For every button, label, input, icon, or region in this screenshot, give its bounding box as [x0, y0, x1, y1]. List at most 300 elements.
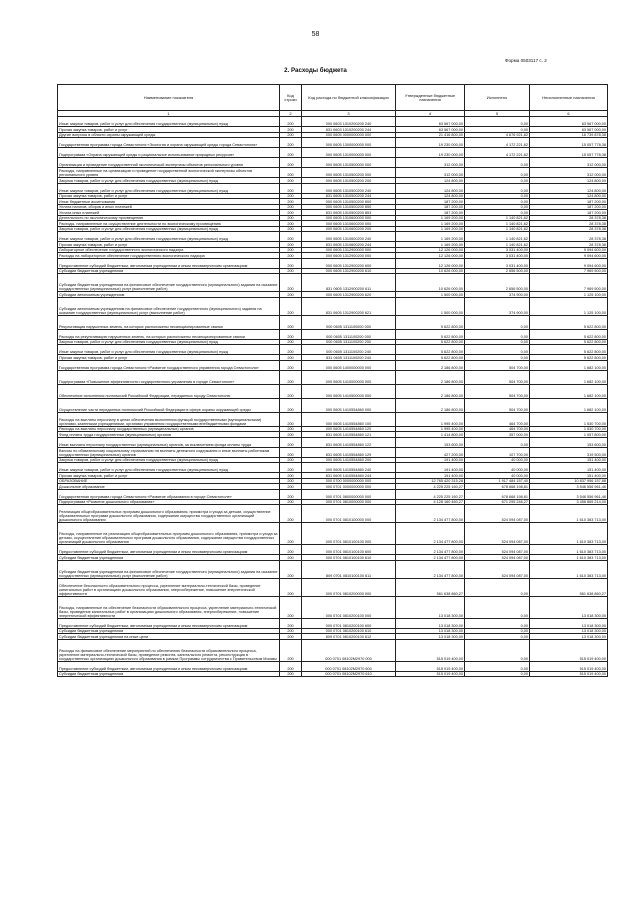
- row-executed: 0,00: [465, 671, 530, 677]
- table-row: [58, 158, 608, 168]
- row-code: 000 0605 1310500200 850: [302, 204, 396, 210]
- row-executed: 0,00: [465, 596, 530, 618]
- row-name: Уплата иных платежей: [58, 210, 280, 216]
- row-code: 000 0605 1310500000 000: [302, 158, 396, 168]
- row-approved: 1 169 200,00: [396, 221, 465, 227]
- row-code: 000 0605 1310500200 000: [302, 168, 396, 178]
- row-name: Осуществление части переданных полномочий Российской Федерации в сфере охраны окружающей среды: [58, 398, 280, 412]
- row-line: 200: [280, 505, 302, 523]
- table-row: [58, 671, 608, 677]
- row-approved: 1 414 800,00: [396, 432, 465, 438]
- row-remaining: 124 800,00: [530, 178, 608, 184]
- row-line: 200: [280, 268, 302, 274]
- row-approved: 10 626 000,00: [396, 274, 465, 292]
- row-remaining: 124 800,00: [530, 183, 608, 193]
- row-executed: 374 900,00: [465, 297, 530, 315]
- table-row: [58, 232, 608, 242]
- row-code: 831 0605 1312900200 611: [302, 274, 396, 292]
- row-executed: 504 700,00: [465, 370, 530, 384]
- row-approved: 124 800,00: [396, 183, 465, 193]
- row-executed: 1 917 484 157,40: [465, 478, 530, 484]
- row-remaining: 63 567 000,00: [530, 127, 608, 133]
- row-approved: 1 169 200,00: [396, 232, 465, 242]
- row-code: 000 0701 0800000000 000: [302, 489, 396, 499]
- row-approved: 153 600,00: [396, 437, 465, 447]
- row-code: 000 0605 1410554860 100: [302, 412, 396, 426]
- row-name: Другие вопросы в области охраны окружающей среды: [58, 132, 280, 138]
- row-code: 000 0605 1312900000 000: [302, 247, 396, 253]
- row-approved: 191 400,00: [396, 457, 465, 463]
- row-approved: 2 134 477 800,00: [396, 505, 465, 523]
- row-remaining: 3 546 556 961,46: [530, 489, 608, 499]
- row-name: Расходы, направленные на обеспечение безопасности образовательного процесса, укрепление материально-технической базы, проведение капитальных работ в организациях дошкольного образования, энергосбережение, повышение энергетической эффективности: [58, 596, 280, 618]
- row-line: 200: [280, 398, 302, 412]
- row-executed: 0,00: [465, 355, 530, 361]
- row-code: 000 0701 0810200100 610: [302, 628, 396, 634]
- row-line: 200: [280, 478, 302, 484]
- row-line: 200: [280, 432, 302, 438]
- row-remaining: 3 456 865 214,00: [530, 499, 608, 505]
- row-approved: 2 186 800,00: [396, 384, 465, 398]
- table-row: [58, 384, 608, 398]
- row-name: Уплата налогов, сборов и иных платежей: [58, 204, 280, 210]
- table-header-row: [58, 85, 608, 111]
- row-line: 200: [280, 297, 302, 315]
- row-remaining: 1 682 100,00: [530, 360, 608, 370]
- row-line: 200: [280, 292, 302, 298]
- row-remaining: 187 200,00: [530, 210, 608, 216]
- table-row: [58, 258, 608, 268]
- row-name: Иные выплаты персоналу государственных (муниципальных) органов, за исключением фонда оплаты труда: [58, 437, 280, 447]
- row-name: Прочая закупка товаров, работ и услуг: [58, 473, 280, 479]
- row-line: 200: [280, 183, 302, 193]
- row-line: 200: [280, 232, 302, 242]
- row-code: 809 0701 0810100100 611: [302, 560, 396, 578]
- row-executed: 671 295 246,27: [465, 499, 530, 505]
- row-line: 200: [280, 199, 302, 205]
- row-executed: 0,00: [465, 661, 530, 671]
- row-approved: 187 200,00: [396, 204, 465, 210]
- row-remaining: 3 546 556 961,46: [530, 484, 608, 490]
- row-executed: 678 668 198,81: [465, 484, 530, 490]
- row-line: 200: [280, 596, 302, 618]
- row-code: 000 0605 1310000000 000: [302, 148, 396, 158]
- table-row: [58, 148, 608, 158]
- row-executed: 0,00: [465, 168, 530, 178]
- row-executed: 464 700,00: [465, 426, 530, 432]
- row-name: Рекультивация нарушенных земель, на которых расположены несанкционированные свалки: [58, 315, 280, 329]
- row-approved: 1 169 200,00: [396, 242, 465, 248]
- row-name: Расходы на финансовое обеспечение мероприятий по обеспечению безопасности образовательного процесса, укрепление материально-технической базы, проведение ремонта, капитального ремонта, реконструкция в государственных организациях дошкольного образования в рамках Программы сотрудничества с Правительством Москвы: [58, 639, 280, 661]
- row-remaining: 1 530 700,00: [530, 412, 608, 426]
- row-approved: 2 134 477 800,00: [396, 523, 465, 545]
- row-approved: 187 200,00: [396, 199, 465, 205]
- row-remaining: 312 000,00: [530, 168, 608, 178]
- table-row: [58, 463, 608, 473]
- row-approved: 187 200,00: [396, 210, 465, 216]
- row-name: Расходы на выплаты персоналу в целях обеспечения выполнения функций государственными (муниципальными) органами, казенными учреждениями, органами управления государственными внебюджетными фондами: [58, 412, 280, 426]
- row-approved: 63 567 000,00: [396, 127, 465, 133]
- row-line: 200: [280, 618, 302, 628]
- row-line: 200: [280, 117, 302, 127]
- table-row: [58, 505, 608, 523]
- row-line: 200: [280, 560, 302, 578]
- table-row: [58, 339, 608, 345]
- row-name: Предоставление субсидий бюджетным, автономным учреждениям и иным некоммерческим организациям: [58, 661, 280, 671]
- row-name: Субсидии бюджетным учреждениям на финансовое обеспечение государственного (муниципального) задания на оказание государственных (муниципальных) услуг (выполнение работ): [58, 274, 280, 292]
- row-executed: 0,00: [465, 127, 530, 133]
- row-line: 200: [280, 463, 302, 473]
- table-row: [58, 596, 608, 618]
- row-name: Государственная программа города Севастополя «Развитие образования в городе Севастополе»: [58, 489, 280, 499]
- row-line: 200: [280, 412, 302, 426]
- header-approved: Утвержденные бюджетные назначения: [396, 85, 465, 111]
- row-code: 000 0605 1310600200 000: [302, 221, 396, 227]
- table-row: [58, 178, 608, 184]
- row-remaining: 28 378,38: [530, 221, 608, 227]
- row-remaining: 13 018 300,00: [530, 634, 608, 640]
- row-approved: 1 995 400,00: [396, 426, 465, 432]
- row-code: 000 0605 1312900200 620: [302, 292, 396, 298]
- row-name: Реализация общеобразовательных программ дошкольного образования, присмотра и ухода за детьми, осуществление образовательных программ дошкольного образования, содержание имущества государственных организаций дошкольного образования: [58, 505, 280, 523]
- table-row: [58, 412, 608, 426]
- row-line: 200: [280, 247, 302, 253]
- row-remaining: 1 610 383 713,00: [530, 560, 608, 578]
- table-row: [58, 315, 608, 329]
- row-approved: 191 400,00: [396, 473, 465, 479]
- row-line: 200: [280, 499, 302, 505]
- row-remaining: 28 378,38: [530, 215, 608, 221]
- row-name: Прочая закупка товаров, работ и услуг: [58, 127, 280, 133]
- row-remaining: 312 000,00: [530, 158, 608, 168]
- row-name: Фонд оплаты труда государственных (муниципальных) органов: [58, 432, 280, 438]
- row-name: Иные бюджетные ассигнования: [58, 199, 280, 205]
- row-name: Предоставление субсидий бюджетным, автономным учреждениям и иным некоммерческим организациям: [58, 258, 280, 268]
- row-executed: 0,00: [465, 578, 530, 596]
- row-executed: 0,00: [465, 618, 530, 628]
- row-approved: 13 018 300,00: [396, 596, 465, 618]
- row-remaining: 187 200,00: [530, 204, 608, 210]
- row-remaining: 63 567 000,00: [530, 117, 608, 127]
- row-approved: 12 126 000,00: [396, 247, 465, 253]
- row-approved: 13 018 300,00: [396, 618, 465, 628]
- row-code: 000 0605 1310500200 800: [302, 199, 396, 205]
- row-code: 000 0700 0000000000 000: [302, 478, 396, 484]
- row-executed: 0,00: [465, 204, 530, 210]
- row-approved: 12 765 420 315,28: [396, 478, 465, 484]
- section-title: 2. Расходы бюджета: [284, 67, 347, 74]
- table-row: [58, 426, 608, 432]
- row-approved: 4 225 225 160,27: [396, 484, 465, 490]
- row-approved: 4 128 160 460,27: [396, 499, 465, 505]
- row-code: 000 0605 1300000000 000: [302, 138, 396, 148]
- row-executed: 524 094 087,00: [465, 555, 530, 561]
- row-remaining: 28 378,38: [530, 242, 608, 248]
- row-executed: 0,00: [465, 639, 530, 661]
- row-remaining: 13 018 300,00: [530, 618, 608, 628]
- row-name: Предоставление субсидий бюджетным, автономным учреждениям и иным некоммерческим организациям: [58, 545, 280, 555]
- col-number: 2: [280, 111, 302, 117]
- row-executed: 1 140 821,62: [465, 221, 530, 227]
- row-executed: 464 700,00: [465, 412, 530, 426]
- row-remaining: 319 500,00: [530, 447, 608, 457]
- row-line: 200: [280, 138, 302, 148]
- row-line: 200: [280, 132, 302, 138]
- row-approved: 2 134 477 800,00: [396, 560, 465, 578]
- row-remaining: 1 125 100,00: [530, 292, 608, 298]
- form-reference: Форма 0503117 с. 2: [505, 58, 547, 63]
- row-line: 200: [280, 178, 302, 184]
- row-approved: 2 186 800,00: [396, 370, 465, 384]
- col-number: 5: [465, 111, 530, 117]
- row-name: Дошкольное образование: [58, 484, 280, 490]
- row-executed: 0,00: [465, 339, 530, 345]
- row-name: ОБРАЗОВАНИЕ: [58, 478, 280, 484]
- row-approved: 1 169 200,00: [396, 226, 465, 232]
- row-name: Субсидии автономным учреждениям на финансовое обеспечение государственного (муниципального) задания на оказание государственных (муниципальных) услуг (выполнение работ): [58, 297, 280, 315]
- row-approved: 63 567 000,00: [396, 117, 465, 127]
- table-row: [58, 578, 608, 596]
- row-approved: 312 000,00: [396, 158, 465, 168]
- row-line: 200: [280, 226, 302, 232]
- row-line: 200: [280, 355, 302, 361]
- row-line: 200: [280, 329, 302, 339]
- row-name: Субсидии бюджетным учреждениям на финансовое обеспечение государственного (муниципального) задания на оказание государственных (муниципальных) услуг (выполнение работ): [58, 560, 280, 578]
- table-row: [58, 360, 608, 370]
- row-remaining: 1 682 100,00: [530, 370, 608, 384]
- row-code: 000 0605 0000000000 000: [302, 132, 396, 138]
- row-remaining: 1 057 800,00: [530, 432, 608, 438]
- row-code: 000 0605 1310500200 200: [302, 178, 396, 184]
- row-code: 000 0701 0810200100 600: [302, 618, 396, 628]
- row-name: Организация и проведение государственной экологической экспертизы объектов регионального уровня: [58, 158, 280, 168]
- row-remaining: 187 200,00: [530, 199, 608, 205]
- row-code: 000 0605 1311100200 240: [302, 345, 396, 355]
- row-approved: 124 800,00: [396, 178, 465, 184]
- row-remaining: 16 739 878,38: [530, 132, 608, 138]
- row-name: Деятельность по экологическому просвещению: [58, 215, 280, 221]
- row-code: 000 0701 0810000000 000: [302, 499, 396, 505]
- row-approved: 12 126 000,00: [396, 258, 465, 268]
- row-line: 200: [280, 384, 302, 398]
- row-line: 200: [280, 315, 302, 329]
- row-executed: 4 676 921,62: [465, 132, 530, 138]
- row-remaining: 153 600,00: [530, 437, 608, 447]
- col-number: 3: [302, 111, 396, 117]
- row-executed: 524 094 087,00: [465, 505, 530, 523]
- row-executed: 524 094 087,00: [465, 545, 530, 555]
- row-approved: 19 230 000,00: [396, 148, 465, 158]
- row-code: 000 0605 1410554860 200: [302, 457, 396, 463]
- table-row: [58, 329, 608, 339]
- row-name: Обеспечение исполнения полномочий Российской Федерации, переданных городу Севастополю: [58, 384, 280, 398]
- row-code: 000 0603 1310200200 240: [302, 117, 396, 127]
- table-row: [58, 183, 608, 193]
- row-line: 200: [280, 447, 302, 457]
- row-remaining: 1 125 100,00: [530, 297, 608, 315]
- row-approved: 1 169 200,00: [396, 215, 465, 221]
- row-remaining: 5 622 800,00: [530, 315, 608, 329]
- row-name: Закупка товаров, работ и услуг для обеспечения государственных (муниципальных) нужд: [58, 339, 280, 345]
- table-row: [58, 345, 608, 355]
- row-code: 000 0605 1400000000 000: [302, 360, 396, 370]
- row-approved: 515 019 400,00: [396, 639, 465, 661]
- row-code: 831 0605 1310600200 244: [302, 242, 396, 248]
- row-name: Субсидии бюджетным учреждениям на иные цели: [58, 634, 280, 640]
- row-remaining: 5 622 800,00: [530, 339, 608, 345]
- row-name: Государственная программа города Севастополя «Развитие государственного управления города Севастополя»: [58, 360, 280, 370]
- row-name: Иные закупки товаров, работ и услуг для обеспечения государственных (муниципальных) нужд: [58, 345, 280, 355]
- row-code: 000 0605 1410554860 120: [302, 426, 396, 432]
- row-line: 200: [280, 671, 302, 677]
- row-code: 831 0605 1410554860 121: [302, 432, 396, 438]
- row-name: Субсидии бюджетным учреждениям: [58, 628, 280, 634]
- row-remaining: 9 094 600,00: [530, 247, 608, 253]
- row-code: 000 0605 1310600200 200: [302, 226, 396, 232]
- table-body: [58, 117, 608, 677]
- col-number: 4: [396, 111, 465, 117]
- row-code: 831 0605 1410554860 244: [302, 473, 396, 479]
- row-name: Прочая закупка товаров, работ и услуг: [58, 242, 280, 248]
- table-row: [58, 661, 608, 671]
- row-executed: 0,00: [465, 329, 530, 339]
- row-executed: 524 094 087,00: [465, 560, 530, 578]
- row-line: 200: [280, 204, 302, 210]
- row-code: 000 0605 1410500000 000: [302, 384, 396, 398]
- row-approved: 1 500 000,00: [396, 297, 465, 315]
- row-approved: 515 019 400,00: [396, 671, 465, 677]
- row-remaining: 1 530 700,00: [530, 426, 608, 432]
- row-line: 200: [280, 215, 302, 221]
- row-executed: 0,00: [465, 178, 530, 184]
- row-name: Иные закупки товаров, работ и услуг для обеспечения государственных (муниципальных) нужд: [58, 117, 280, 127]
- row-name: Расходы на выплаты персоналу государственных (муниципальных) органов: [58, 426, 280, 432]
- row-line: 200: [280, 473, 302, 479]
- row-code: 000 0605 1310500200 240: [302, 183, 396, 193]
- row-remaining: 7 969 500,00: [530, 268, 608, 274]
- header-code: Код расхода по бюджетной классификации: [302, 85, 396, 111]
- row-code: 000 0605 1310600000 000: [302, 215, 396, 221]
- row-line: 200: [280, 457, 302, 463]
- row-approved: 13 018 300,00: [396, 628, 465, 634]
- row-name: Закупка товаров, работ и услуг для обеспечения государственных (муниципальных) нужд: [58, 226, 280, 232]
- row-line: 200: [280, 258, 302, 268]
- row-code: 000 0701 0810200100 000: [302, 596, 396, 618]
- table-row: [58, 499, 608, 505]
- row-code: 831 0603 1310200200 244: [302, 127, 396, 133]
- row-line: 200: [280, 370, 302, 384]
- row-code: 000 0605 1410554860 240: [302, 463, 396, 473]
- row-remaining: 151 400,00: [530, 457, 608, 463]
- row-code: 000 0605 1312900200 610: [302, 268, 396, 274]
- row-executed: 40 000,00: [465, 457, 530, 463]
- table-row: [58, 168, 608, 178]
- row-approved: 124 800,00: [396, 193, 465, 199]
- row-approved: 312 000,00: [396, 168, 465, 178]
- row-line: 200: [280, 489, 302, 499]
- row-code: 000 0701 0810100000 000: [302, 505, 396, 523]
- expenses-table: [57, 84, 608, 677]
- row-code: 000 0701 0810100100 000: [302, 523, 396, 545]
- row-name: Закупка товаров, работ и услуг для обеспечения государственных (муниципальных) нужд: [58, 457, 280, 463]
- row-remaining: 1 610 383 713,00: [530, 545, 608, 555]
- row-line: 200: [280, 639, 302, 661]
- header-executed: Исполнено: [465, 85, 530, 111]
- row-code: 000 0701 0810100100 610: [302, 555, 396, 561]
- row-remaining: 1 610 383 713,00: [530, 523, 608, 545]
- table-row: [58, 221, 608, 227]
- row-name: Государственная программа города Севастополя «Экология и охрана окружающей среды города Севастополя»: [58, 138, 280, 148]
- row-code: 831 0605 1311100200 244: [302, 355, 396, 361]
- col-number: 1: [58, 111, 280, 117]
- row-code: 000 0605 1311100200 000: [302, 329, 396, 339]
- row-remaining: 5 622 800,00: [530, 345, 608, 355]
- row-executed: 40 000,00: [465, 473, 530, 479]
- row-remaining: 9 094 600,00: [530, 253, 608, 259]
- row-executed: 1 140 821,62: [465, 226, 530, 232]
- table-row: [58, 132, 608, 138]
- row-line: 200: [280, 545, 302, 555]
- table-row: [58, 247, 608, 253]
- row-line: 200: [280, 274, 302, 292]
- table-row: [58, 618, 608, 628]
- table-row: [58, 639, 608, 661]
- table-row: [58, 523, 608, 545]
- row-code: 000 0701 0810200000 000: [302, 578, 396, 596]
- table-row: [58, 545, 608, 555]
- row-remaining: 15 057 778,38: [530, 148, 608, 158]
- row-executed: 0,00: [465, 437, 530, 447]
- table-row: [58, 226, 608, 232]
- row-executed: 40 000,00: [465, 463, 530, 473]
- row-approved: 5 622 800,00: [396, 315, 465, 329]
- row-approved: 515 019 400,00: [396, 661, 465, 671]
- row-name: Прочая закупка товаров, работ и услуг: [58, 193, 280, 199]
- row-remaining: 9 094 600,00: [530, 258, 608, 268]
- row-remaining: 1 682 100,00: [530, 384, 608, 398]
- row-remaining: 515 019 400,00: [530, 671, 608, 677]
- row-executed: 374 900,00: [465, 292, 530, 298]
- row-executed: 504 700,00: [465, 360, 530, 370]
- row-approved: 4 225 225 160,27: [396, 489, 465, 499]
- row-approved: 10 626 000,00: [396, 268, 465, 274]
- row-approved: 19 230 000,00: [396, 138, 465, 148]
- row-code: 000 0701 08102М2970 600: [302, 661, 396, 671]
- row-line: 200: [280, 168, 302, 178]
- table-row: [58, 489, 608, 499]
- row-executed: 0,00: [465, 117, 530, 127]
- row-line: 200: [280, 193, 302, 199]
- row-line: 200: [280, 437, 302, 447]
- row-code: 831 0605 1312900200 621: [302, 297, 396, 315]
- row-line: 200: [280, 634, 302, 640]
- row-executed: 504 700,00: [465, 398, 530, 412]
- row-executed: 3 031 400,00: [465, 258, 530, 268]
- row-line: 200: [280, 523, 302, 545]
- header-name: Наименование показателя: [58, 85, 280, 111]
- row-code: 831 0605 1310500200 853: [302, 210, 396, 216]
- table-row: [58, 215, 608, 221]
- row-name: Субсидии бюджетным учреждениям: [58, 555, 280, 561]
- row-remaining: 1 610 383 713,00: [530, 505, 608, 523]
- row-executed: 0,00: [465, 199, 530, 205]
- row-code: 000 0605 1310600200 240: [302, 232, 396, 242]
- row-line: 200: [280, 339, 302, 345]
- row-name: Закупка товаров, работ и услуг для обеспечения государственных (муниципальных) нужд: [58, 178, 280, 184]
- row-approved: 5 622 800,00: [396, 329, 465, 339]
- table-row: [58, 560, 608, 578]
- row-executed: 0,00: [465, 315, 530, 329]
